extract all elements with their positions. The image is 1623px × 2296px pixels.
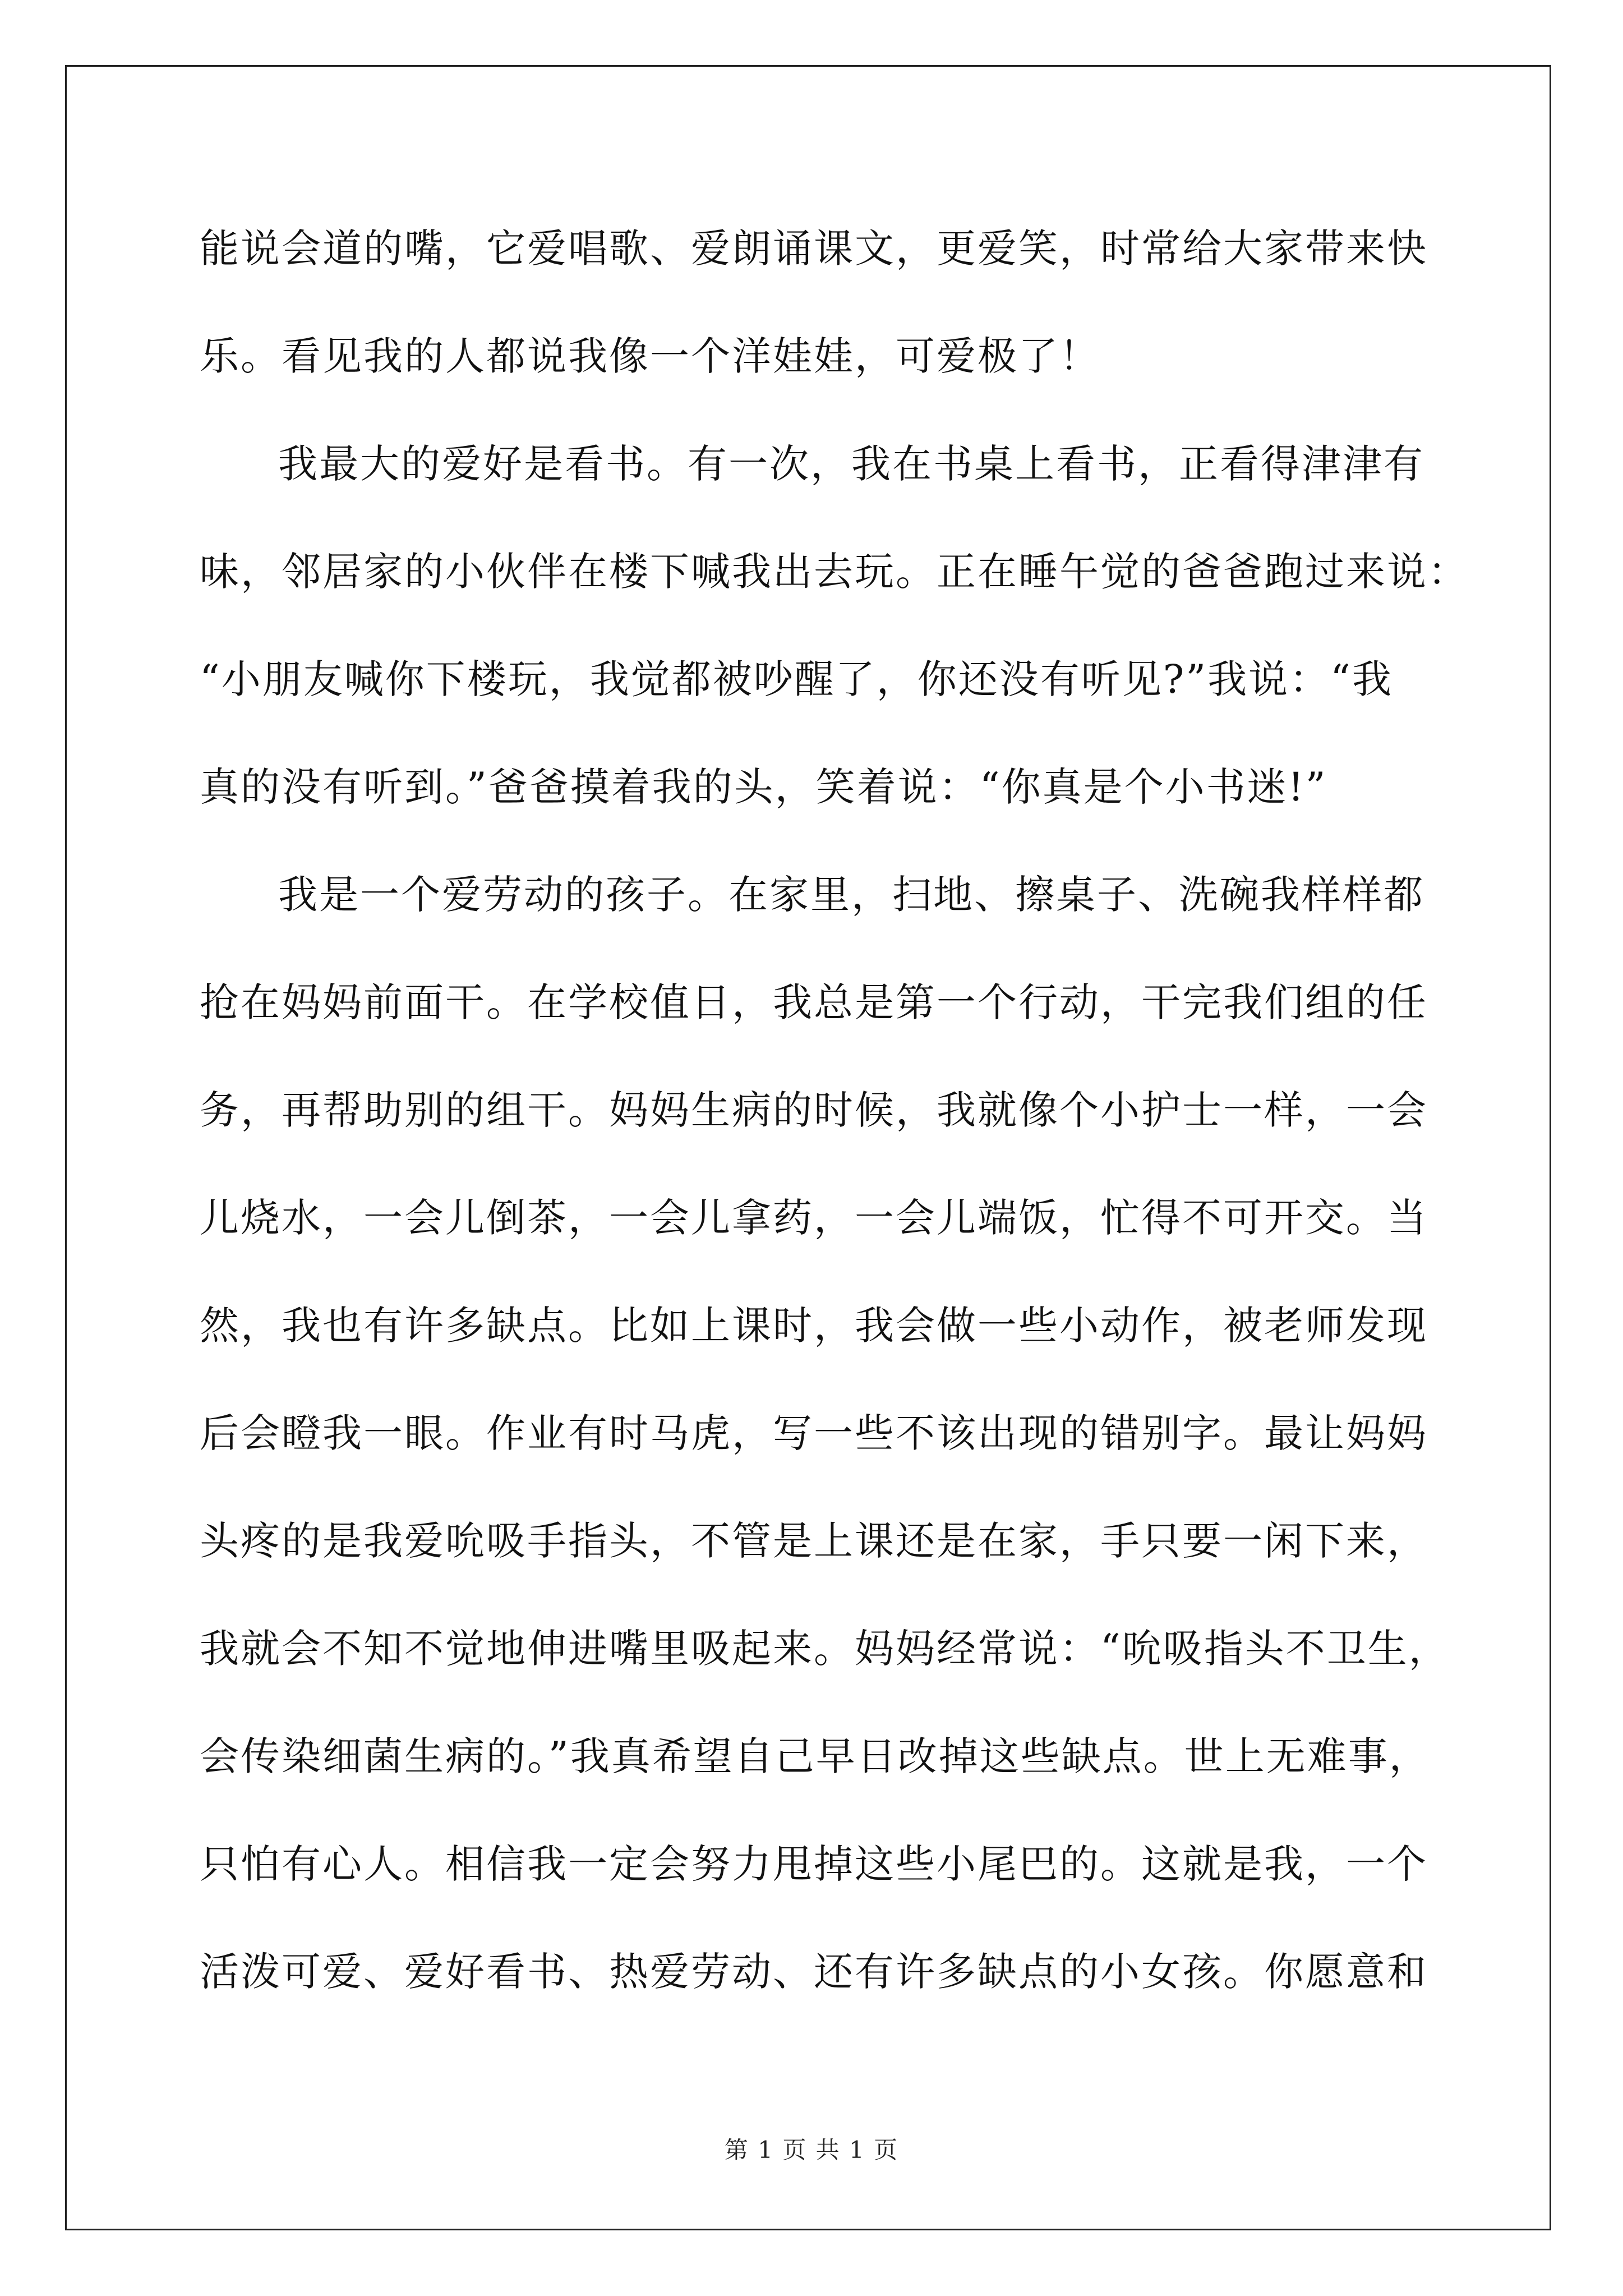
text-line: 我就会不知不觉地伸进嘴里吸起来。妈妈经常说：“吮吸指头不卫生， (200, 1626, 1450, 1672)
text-line: 抢在妈妈前面干。在学校值日，我总是第一个行动，干完我们组的任 (200, 979, 1428, 1025)
text-line: 会传染细菌生病的。”我真希望自己早日改掉这些缺点。世上无难事， (200, 1733, 1430, 1779)
paragraph-start-line: 我是一个爱劳动的孩子。在家里，扫地、擦桌子、洗碗我样样都 (278, 872, 1424, 918)
text-line: 后会瞪我一眼。作业有时马虎，写一些不该出现的错别字。最让妈妈 (200, 1410, 1428, 1456)
text-line: 活泼可爱、爱好看书、热爱劳动、还有许多缺点的小女孩。你愿意和 (200, 1949, 1428, 1995)
text-line: 然，我也有许多缺点。比如上课时，我会做一些小动作，被老师发现 (200, 1303, 1428, 1349)
document-body (200, 218, 1469, 2049)
text-line: 只怕有心人。相信我一定会努力甩掉这些小尾巴的。这就是我，一个 (200, 1841, 1428, 1887)
text-line: 真的没有听到。”爸爸摸着我的头，笑着说：“你真是个小书迷!” (200, 764, 1327, 810)
text-line: 儿烧水，一会儿倒茶，一会儿拿药，一会儿端饭，忙得不可开交。当 (200, 1195, 1428, 1241)
text-line: “小朋友喊你下楼玩，我觉都被吵醒了，你还没有听见?”我说：“我 (200, 656, 1393, 702)
text-line: 乐。看见我的人都说我像一个洋娃娃，可爱极了！ (200, 333, 1100, 379)
text-line: 头疼的是我爱吮吸手指头，不管是上课还是在家，手只要一闲下来， (200, 1518, 1428, 1564)
paragraph-start-line: 我最大的爱好是看书。有一次，我在书桌上看书，正看得津津有 (278, 441, 1424, 487)
text-line: 味，邻居家的小伙伴在楼下喊我出去玩。正在睡午觉的爸爸跑过来说： (200, 549, 1469, 595)
text-line: 务，再帮助别的组干。妈妈生病的时候，我就像个小护士一样，一会 (200, 1087, 1428, 1133)
page-footer: 第 1 页 共 1 页 (724, 2136, 899, 2164)
text-line: 能说会道的嘴，它爱唱歌、爱朗诵课文，更爱笑，时常给大家带来快 (200, 226, 1428, 272)
